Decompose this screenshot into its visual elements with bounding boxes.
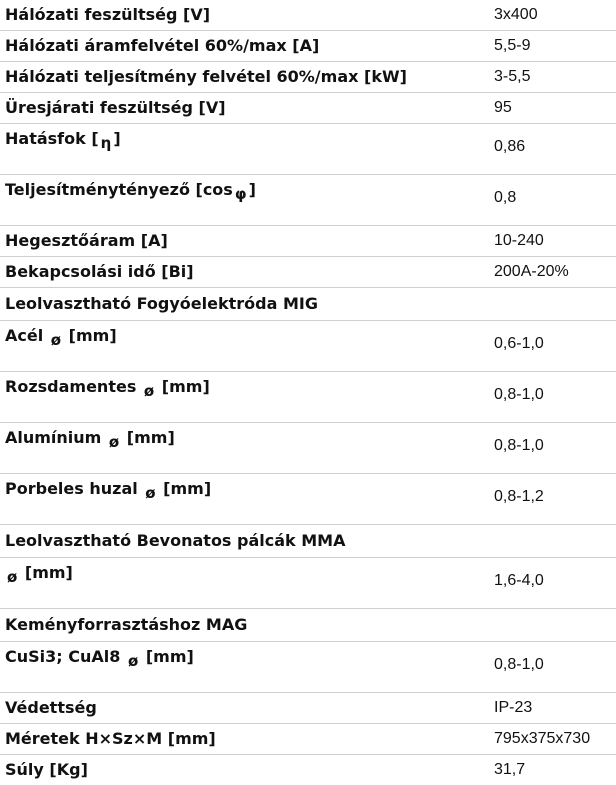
table-row <box>0 226 616 257</box>
diameter-icon: ø <box>145 484 155 502</box>
spec-value: 0,8-1,2 <box>486 474 616 525</box>
label-text: [mm] <box>63 326 117 345</box>
spec-value: 1,6-4,0 <box>486 558 616 609</box>
diameter-icon: ø <box>109 433 119 451</box>
label-text: Porbeles huzal <box>5 479 143 498</box>
table-row <box>0 257 616 288</box>
spec-label: Védettség <box>0 693 486 724</box>
spec-label: Hálózati teljesítmény felvétel 60%/max [kW] <box>0 62 486 93</box>
section-header: Keményforrasztáshoz MAG <box>0 609 486 642</box>
spec-label: Hálózati feszültség [V] <box>0 0 486 31</box>
spec-value: 0,8-1,0 <box>486 372 616 423</box>
spec-value: 0,6-1,0 <box>486 321 616 372</box>
eta-symbol: η <box>101 134 112 152</box>
spec-value: 0,8 <box>486 175 616 226</box>
spec-label <box>0 423 486 474</box>
label-text: [mm] <box>19 563 73 582</box>
section-header-row <box>0 609 616 642</box>
table-row <box>0 642 616 693</box>
label-text: Rozsdamentes <box>5 377 142 396</box>
diameter-icon: ø <box>51 331 61 349</box>
spec-label: Hálózati áramfelvétel 60%/max [A] <box>0 31 486 62</box>
table-row <box>0 423 616 474</box>
label-text: [mm] <box>156 377 210 396</box>
spec-value: 795x375x730 <box>486 724 616 755</box>
spec-label <box>0 558 486 609</box>
diameter-icon: ø <box>144 382 154 400</box>
section-header: Leolvasztható Bevonatos pálcák MMA <box>0 525 486 558</box>
spec-label <box>0 321 486 372</box>
spec-label: Bekapcsolási idő [Bi] <box>0 257 486 288</box>
table-row <box>0 474 616 525</box>
spec-label <box>0 372 486 423</box>
label-text: Teljesítménytényező [cos <box>5 180 233 199</box>
spec-label: Méretek H×Sz×M [mm] <box>0 724 486 755</box>
table-row <box>0 31 616 62</box>
spec-value: 200A-20% <box>486 257 616 288</box>
table-row <box>0 175 616 226</box>
spec-value: IP-23 <box>486 693 616 724</box>
empty-cell <box>486 288 616 321</box>
spec-label <box>0 474 486 525</box>
spec-label <box>0 124 486 175</box>
empty-cell <box>486 525 616 558</box>
table-row <box>0 321 616 372</box>
section-header-row <box>0 288 616 321</box>
table-row <box>0 755 616 785</box>
spec-label: Hegesztőáram [A] <box>0 226 486 257</box>
spec-value: 0,8-1,0 <box>486 423 616 474</box>
label-text: [mm] <box>140 647 194 666</box>
spec-value: 5,5-9 <box>486 31 616 62</box>
section-header: Leolvasztható Fogyóelektróda MIG <box>0 288 486 321</box>
spec-label <box>0 175 486 226</box>
table-row <box>0 693 616 724</box>
spec-value: 3-5,5 <box>486 62 616 93</box>
spec-label <box>0 642 486 693</box>
spec-value: 0,86 <box>486 124 616 175</box>
table-row <box>0 372 616 423</box>
phi-symbol: φ <box>235 185 247 203</box>
spec-value: 95 <box>486 93 616 124</box>
label-text: ] <box>113 129 120 148</box>
table-row <box>0 724 616 755</box>
spec-value: 10-240 <box>486 226 616 257</box>
table-row <box>0 93 616 124</box>
label-text: Acél <box>5 326 49 345</box>
label-text: [mm] <box>158 479 212 498</box>
empty-cell <box>486 609 616 642</box>
label-text: CuSi3; CuAl8 <box>5 647 126 666</box>
section-header-row <box>0 525 616 558</box>
table-row <box>0 124 616 175</box>
spec-value: 0,8-1,0 <box>486 642 616 693</box>
diameter-icon: ø <box>7 568 17 586</box>
label-text: Hatásfok [ <box>5 129 99 148</box>
table-row <box>0 62 616 93</box>
table-row <box>0 558 616 609</box>
spec-value: 3x400 <box>486 0 616 31</box>
label-text: [mm] <box>121 428 175 447</box>
spec-label: Súly [Kg] <box>0 755 486 785</box>
label-text: ] <box>249 180 256 199</box>
diameter-icon: ø <box>128 652 138 670</box>
table-row <box>0 0 616 31</box>
spec-label: Üresjárati feszültség [V] <box>0 93 486 124</box>
spec-value: 31,7 <box>486 755 616 785</box>
label-text: Alumínium <box>5 428 107 447</box>
